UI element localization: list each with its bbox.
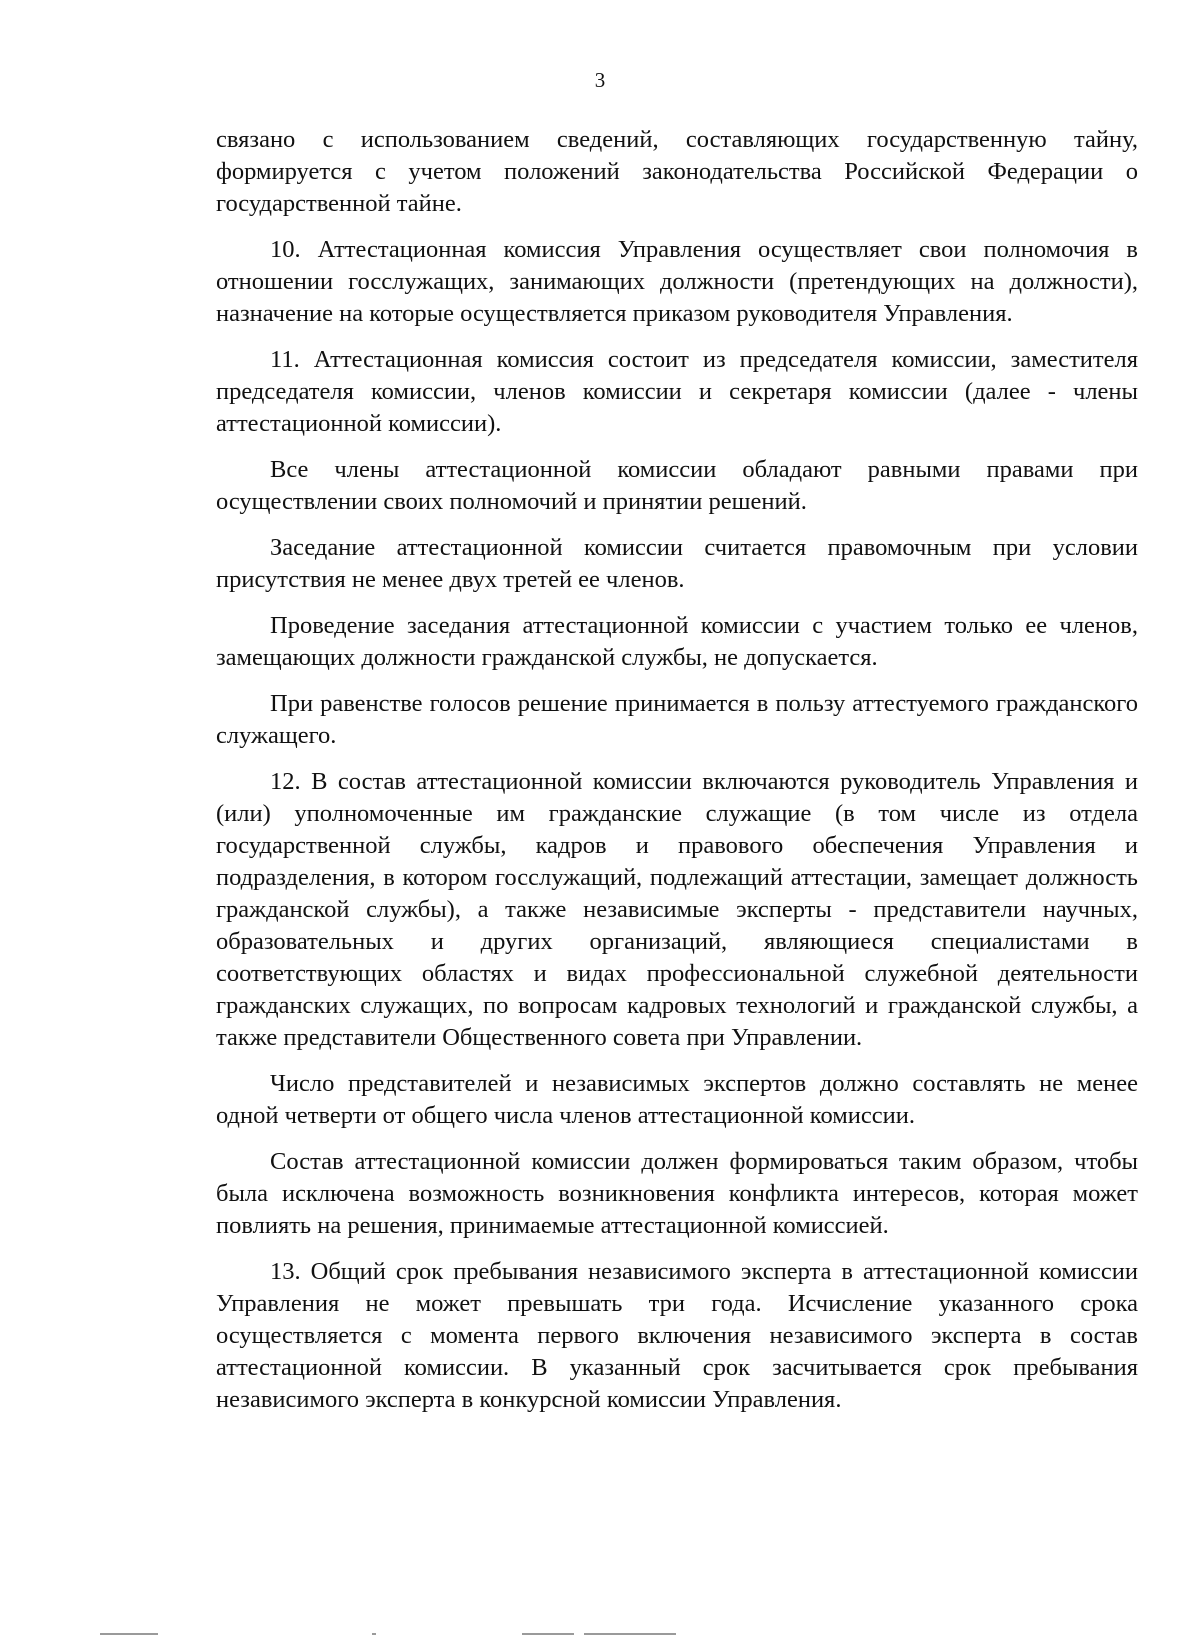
paragraph-11-equal-rights: Все члены аттестационной комиссии обладают равными правами при осуществлении своих полномочий и принятии решений.: [216, 456, 1138, 515]
paragraph-11-members-only: Проведение заседания аттестационной комиссии с участием только ее членов, замещающих должности гражданской службы, не допускается.: [216, 612, 1138, 671]
paragraph-10: 10. Аттестационная комиссия Управления осуществляет свои полномочия в отношении госслужащих, занимающих должности (претендующих на должности), назначение на которые осуществляется приказом руководителя Управления.: [216, 236, 1138, 327]
scan-mark: [584, 1633, 676, 1635]
document-body: [216, 124, 1138, 1430]
paragraph-12: 12. В состав аттестационной комиссии включаются руководитель Управления и (или) уполномоченные им гражданские служащие (в том числе из отдела государственной службы, кадров и правового обеспечения Управления и подразделения, в котором госслужащий, подлежащий аттестации, замещает должность гражданской службы), а также независимые эксперты - представители научных, образовательных и других организаций, являющиеся специалистами в соответствующих областях и видах профессиональной служебной деятельности гражданских служащих, по вопросам кадровых технологий и гражданской службы, а также представители Общественного совета при Управлении.: [216, 768, 1138, 1051]
paragraph-11-quorum: Заседание аттестационной комиссии считается правомочным при условии присутствия не менее двух третей ее членов.: [216, 534, 1138, 593]
paragraph-13: 13. Общий срок пребывания независимого эксперта в аттестационной комиссии Управления не может превышать три года. Исчисление указанного срока осуществляется с момента первого включения независимого эксперта в состав аттестационной комиссии. В указанный срок засчитывается срок пребывания независимого эксперта в конкурсной комиссии Управления.: [216, 1258, 1138, 1413]
paragraph-11-tie-vote: При равенстве голосов решение принимается в пользу аттестуемого гражданского служащего.: [216, 690, 1138, 749]
scan-mark: [372, 1633, 376, 1635]
paragraph-12-conflict: Состав аттестационной комиссии должен формироваться таким образом, чтобы была исключена возможность возникновения конфликта интересов, которая может повлиять на решения, принимаемые аттестационной комиссией.: [216, 1148, 1138, 1239]
scan-mark: [100, 1633, 158, 1635]
page-number: 3: [594, 68, 606, 92]
paragraph-11: 11. Аттестационная комиссия состоит из председателя комиссии, заместителя председателя комиссии, членов комиссии и секретаря комиссии (далее - члены аттестационной комиссии).: [216, 346, 1138, 437]
paragraph-continuation: связано с использованием сведений, составляющих государственную тайну, формируется с учетом положений законодательства Российской Федерации о государственной тайне.: [216, 126, 1138, 217]
paragraph-12-quarter: Число представителей и независимых экспертов должно составлять не менее одной четверти от общего числа членов аттестационной комиссии.: [216, 1070, 1138, 1129]
scan-artifacts: [0, 1630, 1200, 1638]
scan-mark: [522, 1633, 574, 1635]
